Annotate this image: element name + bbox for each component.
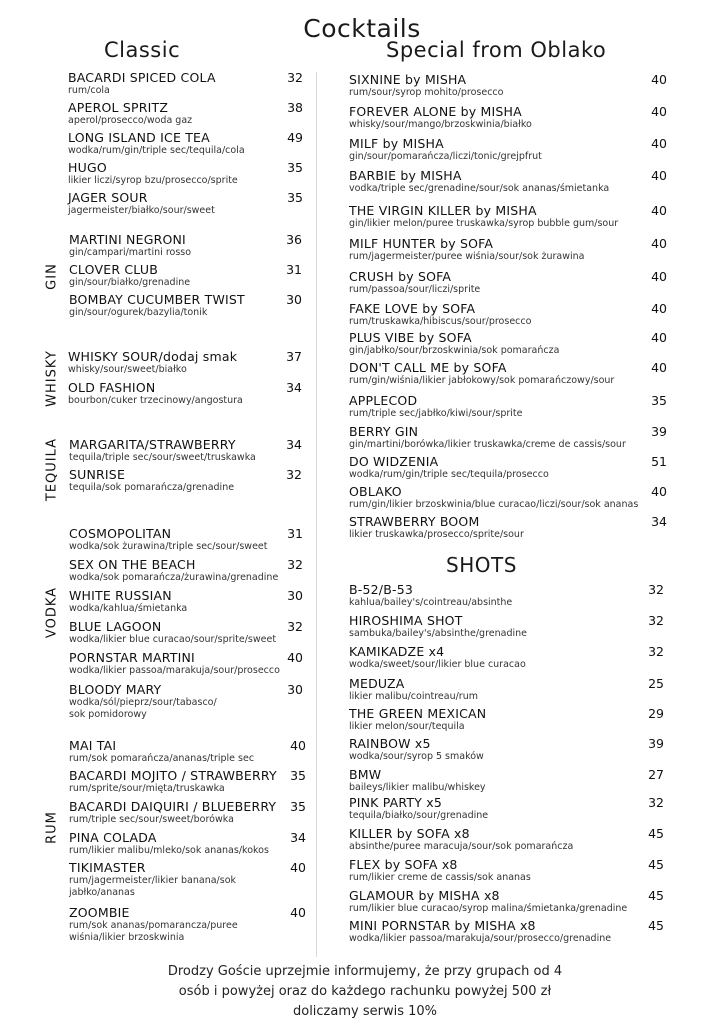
special-menu-item [349,301,531,328]
classic-menu-item [68,70,216,97]
drink-name: B-52/B-53 [349,582,413,597]
shots-menu-item [349,706,486,733]
drink-price: 40 [651,269,667,284]
drink-price: 40 [290,738,306,753]
rum-menu-item [69,905,238,944]
drink-ingredients: wodka/kahlua/śmietanka [69,603,188,614]
drink-ingredients: gin/sour/białko/grenadine [69,277,191,288]
drink-name: MILF by MISHA [349,136,444,151]
drink-ingredients: whisky/sour/mango/brzoskwinia/białko [349,119,532,130]
drink-price: 32 [648,795,664,810]
drink-ingredients: sambuka/bailey's/absinthe/grenadine [349,628,527,639]
drink-ingredients: wodka/sweet/sour/likier blue curacao [349,659,526,670]
drink-ingredients: baileys/likier malibu/whiskey [349,782,486,793]
drink-ingredients: gin/likier melon/puree truskawka/syrop bubble gum/sour [349,218,619,229]
drink-ingredients: gin/campari/martini rosso [69,247,192,258]
drink-ingredients: whisky/sour/sweet/białko [68,364,187,375]
drink-price: 51 [651,454,667,469]
drink-ingredients: tequila/triple sec/sour/sweet/truskawka [69,452,256,463]
drink-price: 34 [651,514,667,529]
drink-ingredients: vodka/triple sec/grenadine/sour/sok ananas/śmietanka [349,183,610,194]
drink-name: MILF HUNTER by SOFA [349,236,494,251]
shots-menu-item [349,613,527,640]
drink-ingredients: bourbon/cuker trzecinowy/angostura [68,395,243,406]
drink-name: HUGO [68,160,107,175]
drink-name: WHISKY SOUR/dodaj smak [68,349,238,364]
shots-menu-item [349,582,512,609]
drink-name: THE GREEN MEXICAN [349,706,487,721]
rum-menu-item [69,799,276,826]
drink-ingredients: kahlua/bailey's/cointreau/absinthe [349,597,513,608]
drink-name: MINI PORNSTAR by MISHA x8 [349,918,536,933]
drink-price: 32 [287,557,303,572]
shots-menu-item [349,736,484,763]
drink-name: PORNSTAR MARTINI [69,650,195,665]
drink-ingredients: wodka/sól/pieprz/sour/tabasco/ [69,697,217,708]
vodka-menu-item [69,619,276,646]
drink-name: GLAMOUR by MISHA x8 [349,888,500,903]
gin-menu-item [69,262,190,289]
drink-price: 35 [287,160,303,175]
drink-price: 35 [651,393,667,408]
drink-price: 39 [648,736,664,751]
drink-price: 29 [648,706,664,721]
shots-menu-item [349,918,611,945]
drink-name: DO WIDZENIA [349,454,439,469]
drink-price: 45 [648,857,664,872]
drink-name: APEROL SPRITZ [68,100,169,115]
drink-name: BLUE LAGOON [69,619,162,634]
vodka-menu-item [69,682,217,721]
drink-price: 40 [651,236,667,251]
drink-name: MARGARITA/STRAWBERRY [69,437,236,452]
drink-name: LONG ISLAND ICE TEA [68,130,210,145]
drink-name: RAINBOW x5 [349,736,431,751]
tequila-section-label: TEQUILA [44,437,60,502]
drink-price: 27 [648,767,664,782]
drink-name: CLOVER CLUB [69,262,158,277]
shots-menu-item [349,826,573,853]
drink-name: BLOODY MARY [69,682,162,697]
special-menu-item [349,136,542,163]
drink-price: 25 [648,676,664,691]
drink-name: CRUSH by SOFA [349,269,452,284]
drink-ingredients: wodka/rum/gin/triple sec/tequila/prosecco [349,469,549,480]
drink-price: 49 [287,130,303,145]
drink-price: 37 [286,349,302,364]
drink-ingredients: rum/jagermeister/puree wiśnia/sour/sok żurawina [349,251,585,262]
drink-name: PINA COLADA [69,830,157,845]
drink-name: JAGER SOUR [68,190,148,205]
drink-ingredients: gin/sour/pomarańcza/liczi/tonic/grejpfrut [349,151,542,162]
drink-price: 40 [651,360,667,375]
drink-price: 31 [286,262,302,277]
special-menu-item [349,424,626,451]
drink-ingredients: tequila/sok pomarańcza/grenadine [69,482,235,493]
drink-ingredients: gin/jabłko/sour/brzoskwinia/sok pomarańcza [349,345,560,356]
drink-ingredients: wodka/sok żurawina/triple sec/sour/sweet [69,541,268,552]
drink-price: 32 [648,644,664,659]
vodka-menu-item [69,588,187,615]
drink-name: TIKIMASTER [69,860,146,875]
whisky-section-label: WHISKY [44,350,60,407]
special-heading: Special from Oblako [386,38,607,62]
drink-ingredients: absinthe/puree maracuja/sour/sok pomarańcza [349,841,574,852]
special-menu-item [349,393,523,420]
shots-menu-item [349,676,478,703]
rum-menu-item [69,860,236,899]
drink-price: 32 [286,467,302,482]
special-menu-item [349,236,584,263]
notice-line-1: Drodzy Goście uprzejmie informujemy, że przy grupach od 4 [167,964,563,979]
classic-menu-item [68,190,215,217]
shots-menu-item [349,857,531,884]
classic-menu-item [68,100,192,127]
drink-ingredients: likier melon/sour/tequila [349,721,465,732]
whisky-menu-item [68,380,243,407]
drink-name: SIXNINE by MISHA [349,72,467,87]
tequila-menu-item [69,467,234,494]
drink-ingredients: rum/likier creme de cassis/sok ananas [349,872,531,883]
drink-price: 40 [290,860,306,875]
drink-price: 40 [651,72,667,87]
drink-price: 40 [651,203,667,218]
drink-ingredients: gin/martini/borówka/likier truskawka/creme de cassis/sour [349,439,626,450]
drink-price: 40 [651,168,667,183]
drink-ingredients: likier liczi/syrop bzu/prosecco/sprite [68,175,238,186]
menu-title: Cocktails [303,14,421,43]
special-menu-item [349,330,559,357]
vodka-menu-item [69,557,278,584]
drink-ingredients: likier truskawka/prosecco/sprite/sour [349,529,524,540]
drink-price: 40 [651,104,667,119]
drink-ingredients: rum/sour/syrop mohito/prosecco [349,87,504,98]
whisky-menu-item [68,349,237,376]
drink-name: BMW [349,767,382,782]
drink-name: PLUS VIBE by SOFA [349,330,472,345]
drink-price: 40 [290,905,306,920]
drink-ingredients: gin/sour/ogurek/bazylia/tonik [69,307,208,318]
rum-menu-item [69,768,277,795]
drink-name: KAMIKADZE x4 [349,644,445,659]
drink-ingredients: likier malibu/cointreau/rum [349,691,478,702]
drink-name: MAI TAI [69,738,117,753]
vodka-menu-item [69,650,280,677]
drink-ingredients: rum/likier malibu/mleko/sok ananas/kokos [69,845,269,856]
drink-name: BACARDI DAIQUIRI / BLUEBERRY [69,799,277,814]
vodka-menu-item [69,526,267,553]
drink-price: 34 [286,380,302,395]
drink-name: SUNRISE [69,467,126,482]
drink-ingredients: rum/truskawka/hibiscus/sour/prosecco [349,316,532,327]
special-menu-item [349,203,618,230]
drink-ingredients: rum/jagermeister/likier banana/sok [69,875,237,886]
drink-name: STRAWBERRY BOOM [349,514,480,529]
drink-price: 34 [286,437,302,452]
special-menu-item [349,454,549,481]
drink-name: OBLAKO [349,484,402,499]
drink-name: BACARDI SPICED COLA [68,70,216,85]
notice-line-3: doliczamy serwis 10% [292,1004,437,1019]
classic-menu-item [68,160,238,187]
drink-ingredients: wodka/likier passoa/marakuja/sour/prosecco [69,665,280,676]
drink-price: 40 [651,136,667,151]
drink-ingredients: rum/triple sec/jabłko/kiwi/sour/sprite [349,408,523,419]
shots-menu-item [349,767,486,794]
shots-menu-item [349,888,627,915]
rum-menu-item [69,738,254,765]
drink-price: 40 [651,330,667,345]
drink-price: 40 [651,301,667,316]
special-menu-item [349,484,638,511]
special-menu-item [349,168,609,195]
drink-price: 30 [286,292,302,307]
drink-name: ZOOMBIE [69,905,130,920]
service-charge-notice [120,962,610,1022]
drink-name: KILLER by SOFA x8 [349,826,470,841]
drink-name: COSMOPOLITAN [69,526,172,541]
drink-name: FLEX by SOFA x8 [349,857,458,872]
drink-ingredients: rum/sprite/sour/mięta/truskawka [69,783,225,794]
drink-name: MARTINI NEGRONI [69,232,186,247]
drink-ingredients: aperol/prosecco/woda gaz [68,115,193,126]
drink-price: 32 [287,70,303,85]
drink-price: 34 [290,830,306,845]
drink-name: WHITE RUSSIAN [69,588,172,603]
drink-ingredients: tequila/białko/sour/grenadine [349,810,489,821]
special-menu-item [349,514,524,541]
gin-menu-item [69,292,245,319]
drink-price: 36 [286,232,302,247]
special-menu-item [349,104,532,131]
drink-price: 35 [290,768,306,783]
drink-ingredients: wodka/likier passoa/marakuja/sour/prosecco/grenadine [349,933,612,944]
drink-name: BERRY GIN [349,424,419,439]
drink-ingredients: wodka/sok pomarańcza/żurawina/grenadine [69,572,279,583]
drink-name: PINK PARTY x5 [349,795,443,810]
drink-price: 40 [287,650,303,665]
drink-name: BARBIE by MISHA [349,168,462,183]
special-menu-item [349,269,480,296]
drink-price: 32 [648,582,664,597]
rum-section-label: RUM [44,811,60,844]
drink-ingredients: rum/cola [68,85,110,96]
drink-ingredients: jagermeister/białko/sour/sweet [68,205,215,216]
drink-ingredients: rum/sok pomarańcza/ananas/triple sec [69,753,255,764]
drink-ingredients-continued: sok pomidorowy [69,709,147,720]
vodka-section-label: VODKA [44,586,60,639]
drink-name: APPLECOD [349,393,418,408]
drink-price: 31 [287,526,303,541]
drink-name: FAKE LOVE by SOFA [349,301,476,316]
shots-heading: SHOTS [446,553,517,577]
drink-name: FOREVER ALONE by MISHA [349,104,522,119]
drink-ingredients: wodka/sour/syrop 5 smaków [349,751,484,762]
drink-price: 30 [287,682,303,697]
drink-ingredients: rum/triple sec/sour/sweet/borówka [69,814,234,825]
drink-name: MEDUZA [349,676,405,691]
special-menu-item [349,360,614,387]
drink-price: 45 [648,918,664,933]
drink-name: BOMBAY CUCUMBER TWIST [69,292,245,307]
drink-ingredients-continued: wiśnia/likier brzoskwinia [69,932,185,943]
classic-heading: Classic [104,38,181,62]
drink-name: SEX ON THE BEACH [69,557,196,572]
drink-ingredients-continued: jabłko/ananas [69,887,135,898]
drink-name: HIROSHIMA SHOT [349,613,463,628]
drink-ingredients: rum/sok ananas/pomarancza/puree [69,920,238,931]
rum-menu-item [69,830,269,857]
drink-price: 30 [287,588,303,603]
shots-menu-item [349,795,488,822]
drink-ingredients: rum/likier blue curacao/syrop malina/śmietanka/grenadine [349,903,628,914]
drink-name: OLD FASHION [68,380,156,395]
drink-price: 45 [648,826,664,841]
drink-name: DON'T CALL ME by SOFA [349,360,507,375]
column-divider [316,72,317,957]
drink-ingredients: wodka/likier blue curacao/sour/sprite/sweet [69,634,277,645]
gin-menu-item [69,232,191,259]
drink-ingredients: rum/passoa/sour/liczi/sprite [349,284,481,295]
gin-section-label: GIN [44,263,60,290]
drink-price: 35 [287,190,303,205]
classic-menu-item [68,130,245,157]
drink-ingredients: wodka/rum/gin/triple sec/tequila/cola [68,145,245,156]
drink-price: 32 [648,613,664,628]
drink-name: BACARDI MOJITO / STRAWBERRY [69,768,277,783]
drink-price: 38 [287,100,303,115]
drink-ingredients: rum/gin/likier brzoskwinia/blue curacao/liczi/sour/sok ananas [349,499,639,510]
drink-price: 39 [651,424,667,439]
notice-line-2: osób i powyżej oraz do każdego rachunku powyżej 500 zł [178,984,552,999]
shots-menu-item [349,644,526,671]
special-menu-item [349,72,503,99]
drink-price: 32 [287,619,303,634]
tequila-menu-item [69,437,256,464]
drink-price: 35 [290,799,306,814]
drink-ingredients: rum/gin/wiśnia/likier jabłokowy/sok pomarańczowy/sour [349,375,615,386]
drink-price: 45 [648,888,664,903]
drink-name: THE VIRGIN KILLER by MISHA [349,203,537,218]
drink-price: 40 [651,484,667,499]
